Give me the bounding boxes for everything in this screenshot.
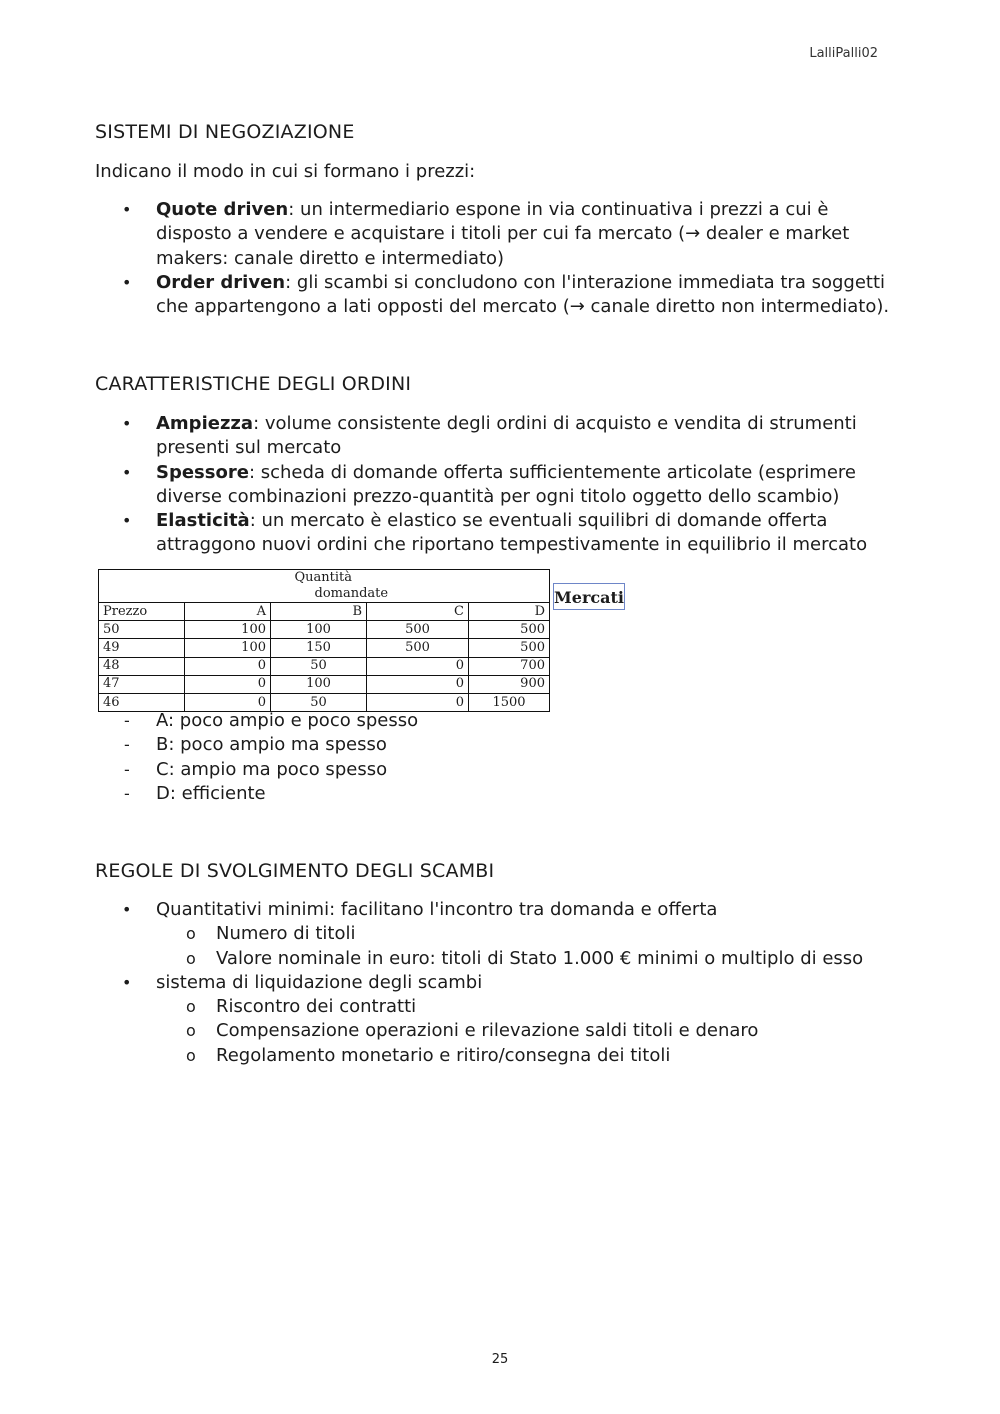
cell: 0 <box>367 693 469 711</box>
bullet-icon: • <box>122 272 132 292</box>
cell: 0 <box>185 657 271 675</box>
cell: 0 <box>185 693 271 711</box>
cell: 50 <box>271 693 367 711</box>
quantities-table-image <box>98 569 550 710</box>
cell: 46 <box>99 693 185 711</box>
circle-bullet-icon: o <box>186 948 196 968</box>
sub-list-item <box>0 1019 1000 1043</box>
mercati-label: Mercati <box>553 583 625 610</box>
cell: 500 <box>469 639 550 657</box>
bullet-icon: • <box>122 972 132 992</box>
sub-item-text: Riscontro dei contratti <box>216 996 417 1018</box>
item-text: : scheda di domande offerta sufficientemente articolate (esprimere diverse combinazioni prezzo-quantità per ogni titolo oggetto dello scambio) <box>156 461 856 507</box>
quantities-table <box>98 569 550 712</box>
term: Ampiezza <box>156 413 254 434</box>
table-super-header <box>99 570 550 603</box>
item-text: A: poco ampio e poco spesso <box>156 710 419 731</box>
cell: 50 <box>271 657 367 675</box>
term: Order driven <box>156 271 286 293</box>
bullet-icon: • <box>122 511 132 531</box>
trading-rules-list <box>0 898 1000 1068</box>
cell: 500 <box>367 621 469 639</box>
cell: 150 <box>271 639 367 657</box>
cell: 49 <box>99 639 185 657</box>
cell: 100 <box>271 675 367 693</box>
negotiation-systems-list <box>0 198 1000 319</box>
item-text: B: poco ampio ma spesso <box>156 734 387 756</box>
order-characteristics-list <box>0 412 1000 558</box>
circle-bullet-icon: o <box>186 997 196 1017</box>
item-text: : un mercato è elastico se eventuali squilibri di domande offerta attraggono nuovi ordini che riportano tempestivamente in equilibrio il mercato <box>156 510 868 556</box>
cell: 0 <box>185 675 271 693</box>
section-title-caratteristiche: CARATTERISTICHE DEGLI ORDINI <box>95 373 412 395</box>
list-item <box>0 198 1000 271</box>
list-item <box>0 971 1000 1068</box>
circle-bullet-icon: o <box>186 1045 196 1065</box>
cell: 1500 <box>469 693 550 711</box>
cell: 500 <box>469 621 550 639</box>
table-row <box>99 621 550 639</box>
table-row <box>99 675 550 693</box>
sub-list <box>0 922 1000 971</box>
bullet-icon: • <box>122 462 132 482</box>
term: Elasticità <box>156 510 250 532</box>
list-item <box>0 461 1000 510</box>
section-title-sistemi: SISTEMI DI NEGOZIAZIONE <box>95 121 355 143</box>
list-item <box>0 509 1000 558</box>
sub-list-item <box>0 947 1000 971</box>
item-text: D: efficiente <box>156 782 266 804</box>
markets-dash-list <box>0 709 1000 806</box>
term: Spessore <box>156 461 249 483</box>
section-title-regole: REGOLE DI SVOLGIMENTO DEGLI SCAMBI <box>95 860 495 882</box>
sub-list <box>0 995 1000 1068</box>
item-text: : volume consistente degli ordini di acquisto e vendita di strumenti presenti sul mercato <box>156 413 857 459</box>
col-header-prezzo: Prezzo <box>99 603 185 621</box>
list-item <box>0 271 1000 320</box>
bullet-icon: • <box>122 900 132 919</box>
page-number: 25 <box>491 1352 509 1367</box>
table-row <box>99 657 550 675</box>
cell: 47 <box>99 675 185 693</box>
col-header-c: C <box>367 603 469 621</box>
header-author: LalliPalli02 <box>809 46 878 61</box>
cell: 0 <box>367 675 469 693</box>
list-item <box>0 733 1000 757</box>
sub-item-text: Regolamento monetario e ritiro/consegna dei titoli <box>216 1044 671 1066</box>
cell: 500 <box>367 639 469 657</box>
list-item <box>0 709 1000 733</box>
term: Quote driven <box>156 199 289 220</box>
dash-icon: - <box>124 735 130 755</box>
list-item <box>0 782 1000 806</box>
sub-list-item <box>0 922 1000 946</box>
item-text: Quantitativi minimi: facilitano l'incontro tra domanda e offerta <box>156 899 718 920</box>
super-header-domandate: domandate <box>314 586 389 601</box>
cell: 50 <box>99 621 185 639</box>
cell: 100 <box>271 621 367 639</box>
table-row <box>99 639 550 657</box>
cell: 48 <box>99 657 185 675</box>
sub-item-text: Valore nominale in euro: titoli di Stato 1.000 € minimi o multiplo di esso <box>216 947 864 969</box>
sub-list-item <box>0 995 1000 1019</box>
dash-icon: - <box>124 711 130 730</box>
list-item <box>0 898 1000 971</box>
cell: 100 <box>185 621 271 639</box>
list-item <box>0 758 1000 782</box>
cell: 700 <box>469 657 550 675</box>
cell: 0 <box>367 657 469 675</box>
dash-icon: - <box>124 783 130 803</box>
super-header-quantita: Quantità <box>294 570 353 585</box>
col-header-d: D <box>469 603 550 621</box>
intro-paragraph: Indicano il modo in cui si formano i prezzi: <box>95 161 476 182</box>
sub-list-item <box>0 1044 1000 1068</box>
bullet-icon: • <box>122 414 132 433</box>
bullet-icon: • <box>122 200 132 219</box>
sub-item-text: Compensazione operazioni e rilevazione saldi titoli e denaro <box>216 1020 759 1042</box>
col-header-a: A <box>185 603 271 621</box>
col-header-b: B <box>271 603 367 621</box>
cell: 100 <box>185 639 271 657</box>
dash-icon: - <box>124 759 130 779</box>
circle-bullet-icon: o <box>186 1021 196 1041</box>
item-text: : un intermediario espone in via continuativa i prezzi a cui è disposto a vendere e acquistare i titoli per cui fa mercato (→ dealer e market makers: canale diretto e intermediato) <box>156 199 850 269</box>
item-text: sistema di liquidazione degli scambi <box>156 971 483 993</box>
table-header-row <box>99 603 550 621</box>
circle-bullet-icon: o <box>186 924 196 944</box>
list-item <box>0 412 1000 461</box>
item-text: C: ampio ma poco spesso <box>156 758 388 780</box>
cell: 900 <box>469 675 550 693</box>
item-text: : gli scambi si concludono con l'interazione immediata tra soggetti che appartengono a lati opposti del mercato (→ canale diretto non intermediato). <box>156 271 890 318</box>
sub-item-text: Numero di titoli <box>216 923 356 945</box>
